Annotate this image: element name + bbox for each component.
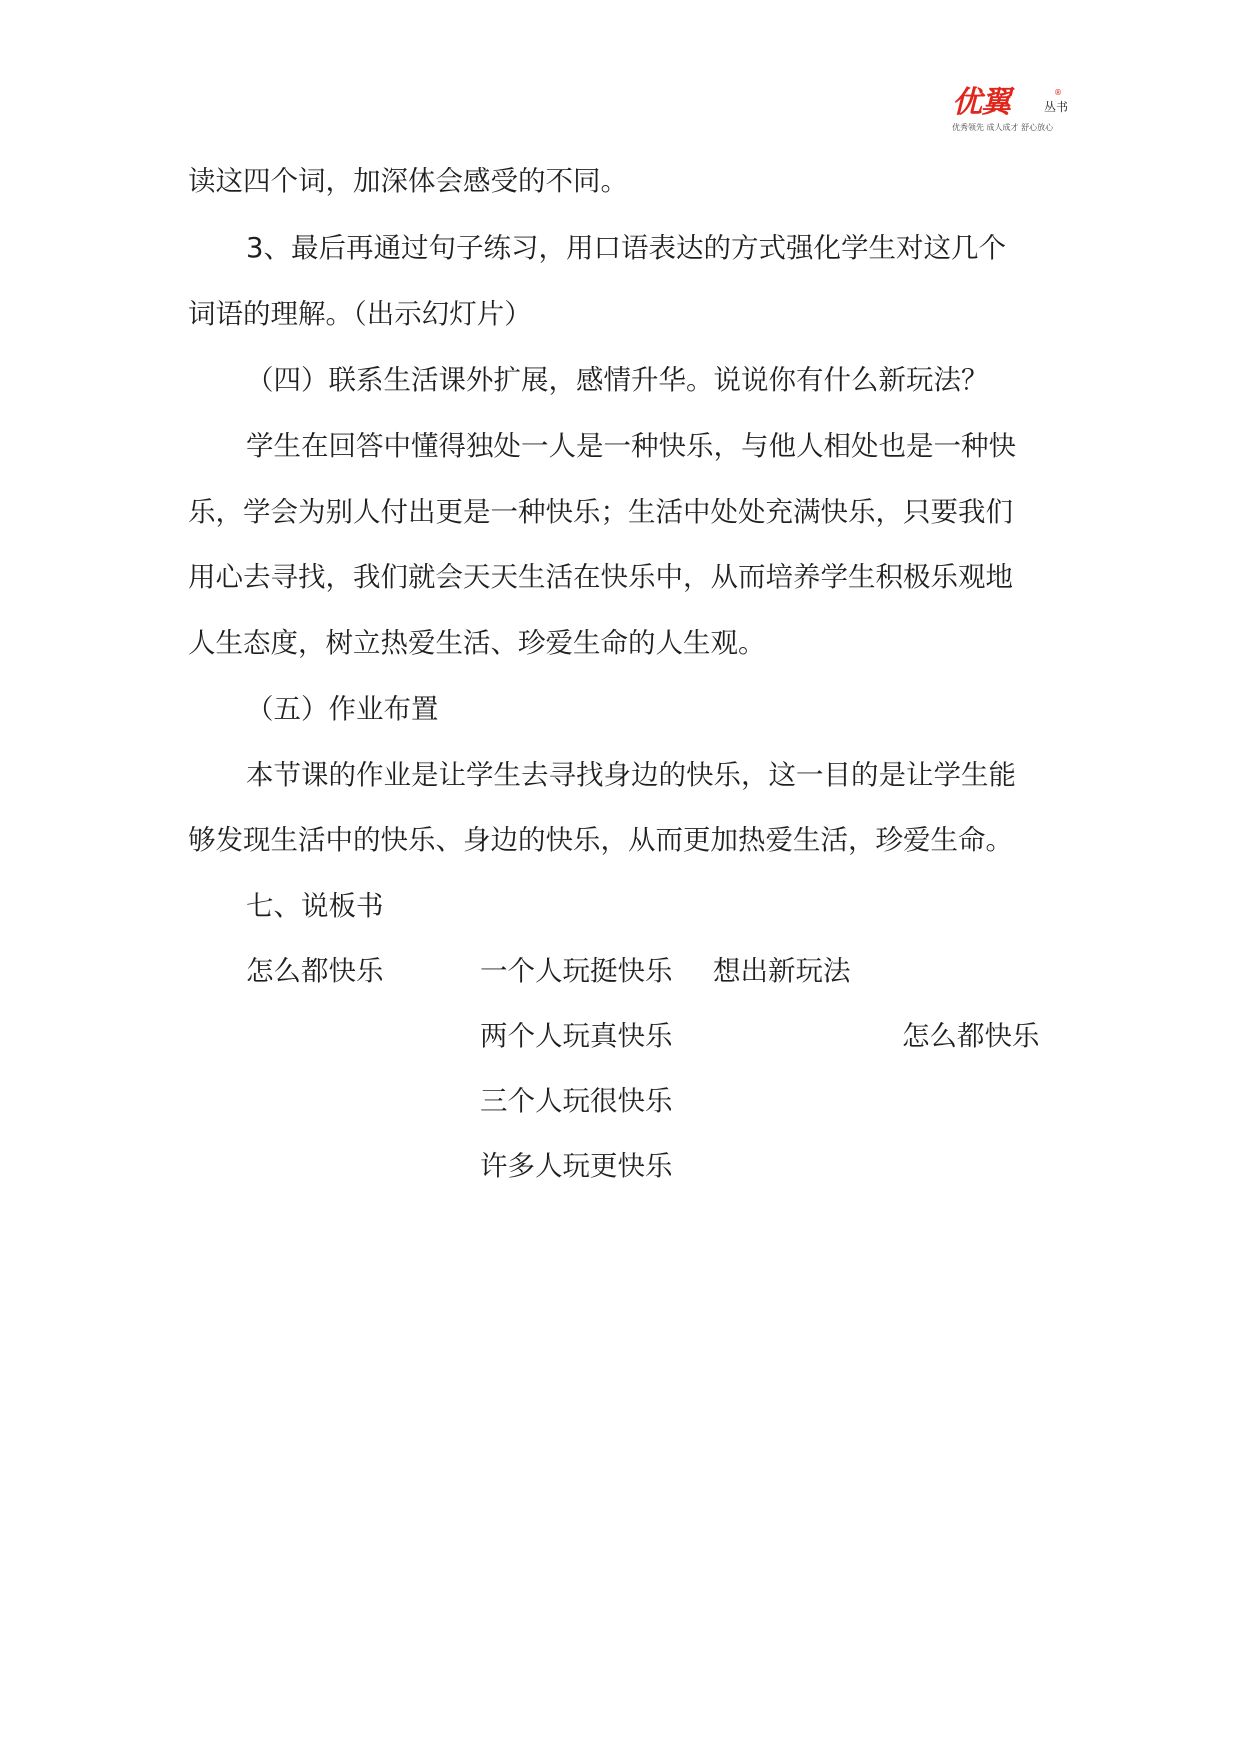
section-heading: 七、说板书 — [246, 890, 384, 922]
logo-series-text: 丛书 — [1044, 100, 1069, 114]
paragraph-line: 乐，学会为别人付出更是一种快乐；生活中处处充满快乐，只要我们 — [188, 496, 1013, 528]
board-item: 三个人玩很快乐 — [480, 1085, 673, 1117]
logo-registered-mark: ® — [1054, 88, 1062, 97]
logo-brand-text: 优翼 — [952, 85, 1010, 120]
board-item: 许多人玩更快乐 — [480, 1150, 673, 1182]
paragraph-line: 学生在回答中懂得独处一人是一种快乐，与他人相处也是一种快 — [246, 430, 1016, 462]
board-item: 两个人玩真快乐 — [480, 1020, 673, 1052]
board-middle-note: 想出新玩法 — [713, 955, 851, 987]
paragraph-line: 够发现生活中的快乐、身边的快乐，从而更加热爱生活，珍爱生命。 — [188, 824, 1013, 856]
section-heading: （四）联系生活课外扩展，感情升华。说说你有什么新玩法？ — [246, 364, 989, 396]
publisher-logo — [952, 85, 1072, 134]
paragraph-line: 读这四个词，加深体会感受的不同。 — [188, 165, 628, 197]
logo-slogan: 优秀领先 成人成才 舒心放心 — [952, 123, 1054, 132]
board-item: 一个人玩挺快乐 — [480, 955, 673, 987]
paragraph-line: 人生态度，树立热爱生活、珍爱生命的人生观。 — [188, 627, 766, 659]
section-heading: （五）作业布置 — [246, 693, 439, 725]
paragraph-line: 3、最后再通过句子练习，用口语表达的方式强化学生对这几个 — [246, 232, 1006, 264]
paragraph-line: 本节课的作业是让学生去寻找身边的快乐，这一目的是让学生能 — [246, 759, 1016, 791]
paragraph-line: 词语的理解。（出示幻灯片） — [188, 298, 532, 330]
board-conclusion: 怎么都快乐 — [902, 1020, 1040, 1052]
board-title: 怎么都快乐 — [246, 955, 384, 987]
paragraph-line: 用心去寻找，我们就会天天生活在快乐中，从而培养学生积极乐观地 — [188, 561, 1013, 593]
